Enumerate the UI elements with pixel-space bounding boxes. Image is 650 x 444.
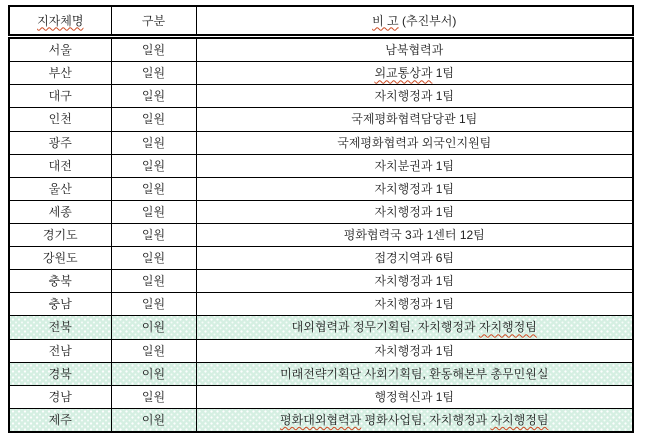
cell-remark <box>196 200 633 223</box>
cell-government: 부산 <box>9 62 111 85</box>
cell-division: 일원 <box>111 85 196 108</box>
cell-text: 국제평화협력담당관 1팀 <box>351 112 478 127</box>
cell-division: 일원 <box>111 223 196 246</box>
cell-division: 일원 <box>111 62 196 85</box>
cell-government: 전북 <box>9 316 111 339</box>
table-row <box>9 177 633 200</box>
cell-government: 충남 <box>9 293 111 316</box>
cell-division: 일원 <box>111 37 196 62</box>
cell-division: 일원 <box>111 293 196 316</box>
table-row <box>9 108 633 131</box>
spellcheck-squiggle-text: 비 고 <box>372 13 399 28</box>
table-body <box>9 37 633 433</box>
cell-remark <box>196 37 633 62</box>
spellcheck-squiggle-text: 지자체명 <box>37 13 84 28</box>
cell-government: 광주 <box>9 131 111 154</box>
spellcheck-squiggle-text: 평화대외협력과 <box>280 412 362 427</box>
cell-division: 일원 <box>111 270 196 293</box>
cell-text: 남북협력과 <box>385 43 444 58</box>
table-row <box>9 362 633 385</box>
cell-text: 자치행정과 1팀 <box>374 181 455 196</box>
cell-remark <box>196 270 633 293</box>
cell-division: 이원 <box>111 408 196 432</box>
cell-remark <box>196 108 633 131</box>
cell-remark <box>196 62 633 85</box>
cell-division: 일원 <box>111 385 196 408</box>
cell-government: 대구 <box>9 85 111 108</box>
cell-remark <box>196 131 633 154</box>
cell-government: 대전 <box>9 154 111 177</box>
cell-government: 경기도 <box>9 223 111 246</box>
cell-government: 인천 <box>9 108 111 131</box>
cell-text: 자치분권과 1팀 <box>374 158 455 173</box>
cell-text: 행정혁신과 1팀 <box>374 389 455 404</box>
cell-government: 울산 <box>9 177 111 200</box>
cell-text: 1팀 <box>432 66 455 81</box>
table-row <box>9 293 633 316</box>
table-row <box>9 408 633 432</box>
cell-division: 일원 <box>111 177 196 200</box>
cell-text: 국제평화협력과 외국인지원팀 <box>337 135 492 150</box>
cell-remark <box>196 362 633 385</box>
table-row <box>9 385 633 408</box>
table-row <box>9 339 633 362</box>
cell-text: 자치행정과 1팀 <box>374 274 455 289</box>
cell-text: 자치행정과 1팀 <box>374 89 455 104</box>
cell-government: 서울 <box>9 37 111 62</box>
cell-remark <box>196 385 633 408</box>
cell-government: 경북 <box>9 362 111 385</box>
table-row <box>9 200 633 223</box>
cell-division: 일원 <box>111 247 196 270</box>
table-row <box>9 316 633 339</box>
cell-government: 경남 <box>9 385 111 408</box>
header-row <box>9 6 633 37</box>
cell-division: 일원 <box>111 154 196 177</box>
cell-remark <box>196 408 633 432</box>
cell-remark <box>196 339 633 362</box>
cell-remark <box>196 293 633 316</box>
cell-remark <box>196 223 633 246</box>
header-cell-remark <box>196 6 633 37</box>
header-cell-government <box>9 6 111 37</box>
local-government-table <box>8 5 634 433</box>
cell-division: 일원 <box>111 339 196 362</box>
cell-government: 전남 <box>9 339 111 362</box>
table-row <box>9 154 633 177</box>
cell-government: 제주 <box>9 408 111 432</box>
cell-division: 이원 <box>111 362 196 385</box>
table-row <box>9 37 633 62</box>
cell-division: 일원 <box>111 200 196 223</box>
cell-remark <box>196 154 633 177</box>
cell-government: 강원도 <box>9 247 111 270</box>
cell-remark <box>196 85 633 108</box>
cell-division: 일원 <box>111 108 196 131</box>
cell-remark <box>196 316 633 339</box>
cell-text: 자치행정과 1팀 <box>374 297 455 312</box>
cell-division: 이원 <box>111 316 196 339</box>
cell-text: 대외협력과 정무기획팀, 자치행정과 <box>291 320 479 335</box>
cell-text: 미래전략기획단 사회기획팀, 환동해본부 총무민원실 <box>280 366 549 381</box>
cell-text: 접경지역과 6팀 <box>374 251 455 266</box>
cell-text: 평화협력국 3과 1센터 12팀 <box>343 228 485 243</box>
cell-remark <box>196 177 633 200</box>
cell-text: 자치행정과 1팀 <box>374 343 455 358</box>
cell-remark <box>196 247 633 270</box>
table-row <box>9 62 633 85</box>
table-row <box>9 223 633 246</box>
table-row <box>9 247 633 270</box>
table-row <box>9 85 633 108</box>
cell-division: 일원 <box>111 131 196 154</box>
cell-government: 세종 <box>9 200 111 223</box>
cell-government: 충북 <box>9 270 111 293</box>
cell-text: 평화사업팀, 자치행정과 <box>361 412 491 427</box>
spellcheck-squiggle-text: 외교통상과 <box>374 66 433 81</box>
cell-text: 자치행정과 1팀 <box>374 204 455 219</box>
spellcheck-squiggle-text: 자치행정팀 <box>490 412 549 427</box>
cell-text: 구분 <box>141 13 166 28</box>
table-row <box>9 131 633 154</box>
spellcheck-squiggle-text: 자치행정팀 <box>478 320 537 335</box>
cell-text: (추진부서) <box>398 13 457 28</box>
header-cell-division <box>111 6 196 37</box>
table-row <box>9 270 633 293</box>
